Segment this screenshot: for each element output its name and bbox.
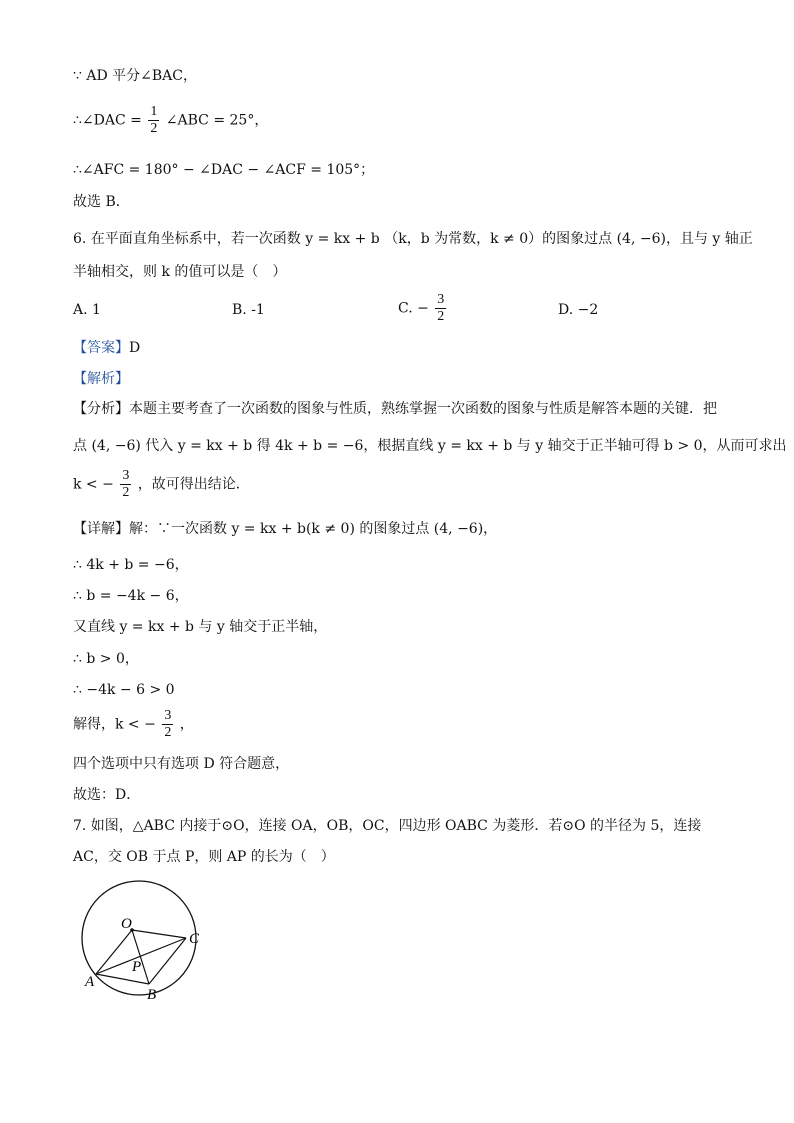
q6-option-c	[398, 292, 448, 325]
detail-line7	[73, 708, 194, 741]
detail-line4: 又直线 y = kx + b 与 y 轴交于正半轴，	[73, 619, 328, 635]
q7-stem-line1: 7. 如图，△ABC 内接于⊙O，连接 OA，OB，OC，四边形 OABC 为菱形．若⊙O 的半径为 5，连接	[73, 818, 702, 834]
label-p: P	[132, 959, 142, 975]
q6-stem-line2: 半轴相交，则 k 的值可以是（ ）	[73, 264, 287, 280]
line-dac-left: ∴∠DAC =	[73, 112, 142, 129]
fraction-c-den: 2	[437, 309, 445, 324]
detail-line1	[73, 519, 497, 539]
fraction-c-num: 3	[437, 292, 445, 307]
fraction-d-num: 3	[164, 708, 172, 723]
segment-oc	[132, 930, 186, 938]
analysis-subtag: 【分析】	[73, 401, 129, 417]
line-ad-bisects: ∵ AD 平分∠BAC，	[73, 68, 197, 84]
label-c: C	[189, 931, 200, 947]
fraction-three-halves-c	[435, 292, 446, 325]
q6-answer	[73, 338, 140, 358]
detail-line5: ∴ b > 0，	[73, 651, 139, 667]
fraction-half-num: 1	[150, 104, 158, 119]
label-o: O	[121, 916, 132, 932]
line-dac	[73, 104, 268, 137]
segment-ob	[132, 930, 149, 984]
analysis-tag: 【解析】	[73, 371, 129, 387]
detail-comma: ，	[179, 716, 194, 733]
fraction-three-halves-d	[162, 708, 173, 741]
q6-option-d: D. −2	[558, 302, 599, 318]
line-choose-b: 故选 B．	[73, 194, 130, 210]
detail-line8: 四个选项中只有选项 D 符合题意，	[73, 756, 290, 772]
fraction-three-halves-a	[120, 468, 131, 501]
answer-value: D	[129, 340, 141, 356]
detail-tag: 【详解】	[73, 521, 129, 537]
fraction-half	[148, 104, 159, 137]
q7-stem-line2: AC，交 OB 于点 P，则 AP 的长为（ ）	[73, 849, 335, 865]
detail-line6: ∴ −4k − 6 > 0	[73, 682, 175, 698]
detail-line2: ∴ 4k + b = −6，	[73, 557, 189, 573]
q6-stem-line1: 6. 在平面直角坐标系中，若一次函数 y = kx + b （k，b 为常数，k ≠ 0）的图象过点 (4, −6)，且与 y 轴正	[73, 231, 753, 247]
answer-tag: 【答案】	[73, 340, 129, 356]
q6-option-a: A. 1	[73, 302, 101, 318]
fraction-a-den: 2	[122, 485, 130, 500]
detail-text1: 解：∵一次函数 y = kx + b(k ≠ 0) 的图象过点 (4, −6)，	[129, 521, 498, 537]
line-afc: ∴∠AFC = 180° − ∠DAC − ∠ACF = 105°；	[73, 162, 375, 178]
analysis-line2: 点 (4, −6) 代入 y = kx + b 得 4k + b = −6，根据直线 y = kx + b 与 y 轴交于正半轴可得 b > 0，从而可求出	[73, 438, 787, 454]
detail-line9: 故选：D．	[73, 787, 141, 803]
circle-rhombus-figure	[66, 880, 216, 1005]
analysis-line3	[73, 468, 250, 501]
fraction-d-den: 2	[164, 725, 172, 740]
q6-option-c-prefix: C. −	[398, 300, 429, 317]
circle-o	[82, 881, 196, 995]
label-a: A	[85, 974, 95, 990]
fraction-a-num: 3	[122, 468, 130, 483]
analysis-conclusion: ，故可得出结论．	[137, 476, 250, 493]
analysis-k-ineq: k < −	[73, 476, 114, 493]
analysis-text1: 本题主要考查了一次函数的图象与性质，熟练掌握一次函数的图象与性质是解答本题的关键．把	[129, 401, 717, 417]
fraction-half-den: 2	[150, 121, 158, 136]
detail-line3: ∴ b = −4k − 6，	[73, 588, 189, 604]
detail-solve: 解得，k < −	[73, 716, 156, 733]
line-dac-right: ∠ABC = 25°，	[165, 112, 269, 129]
analysis-line1	[73, 399, 717, 419]
label-b: B	[147, 987, 157, 1003]
q6-option-b: B. -1	[232, 302, 265, 318]
